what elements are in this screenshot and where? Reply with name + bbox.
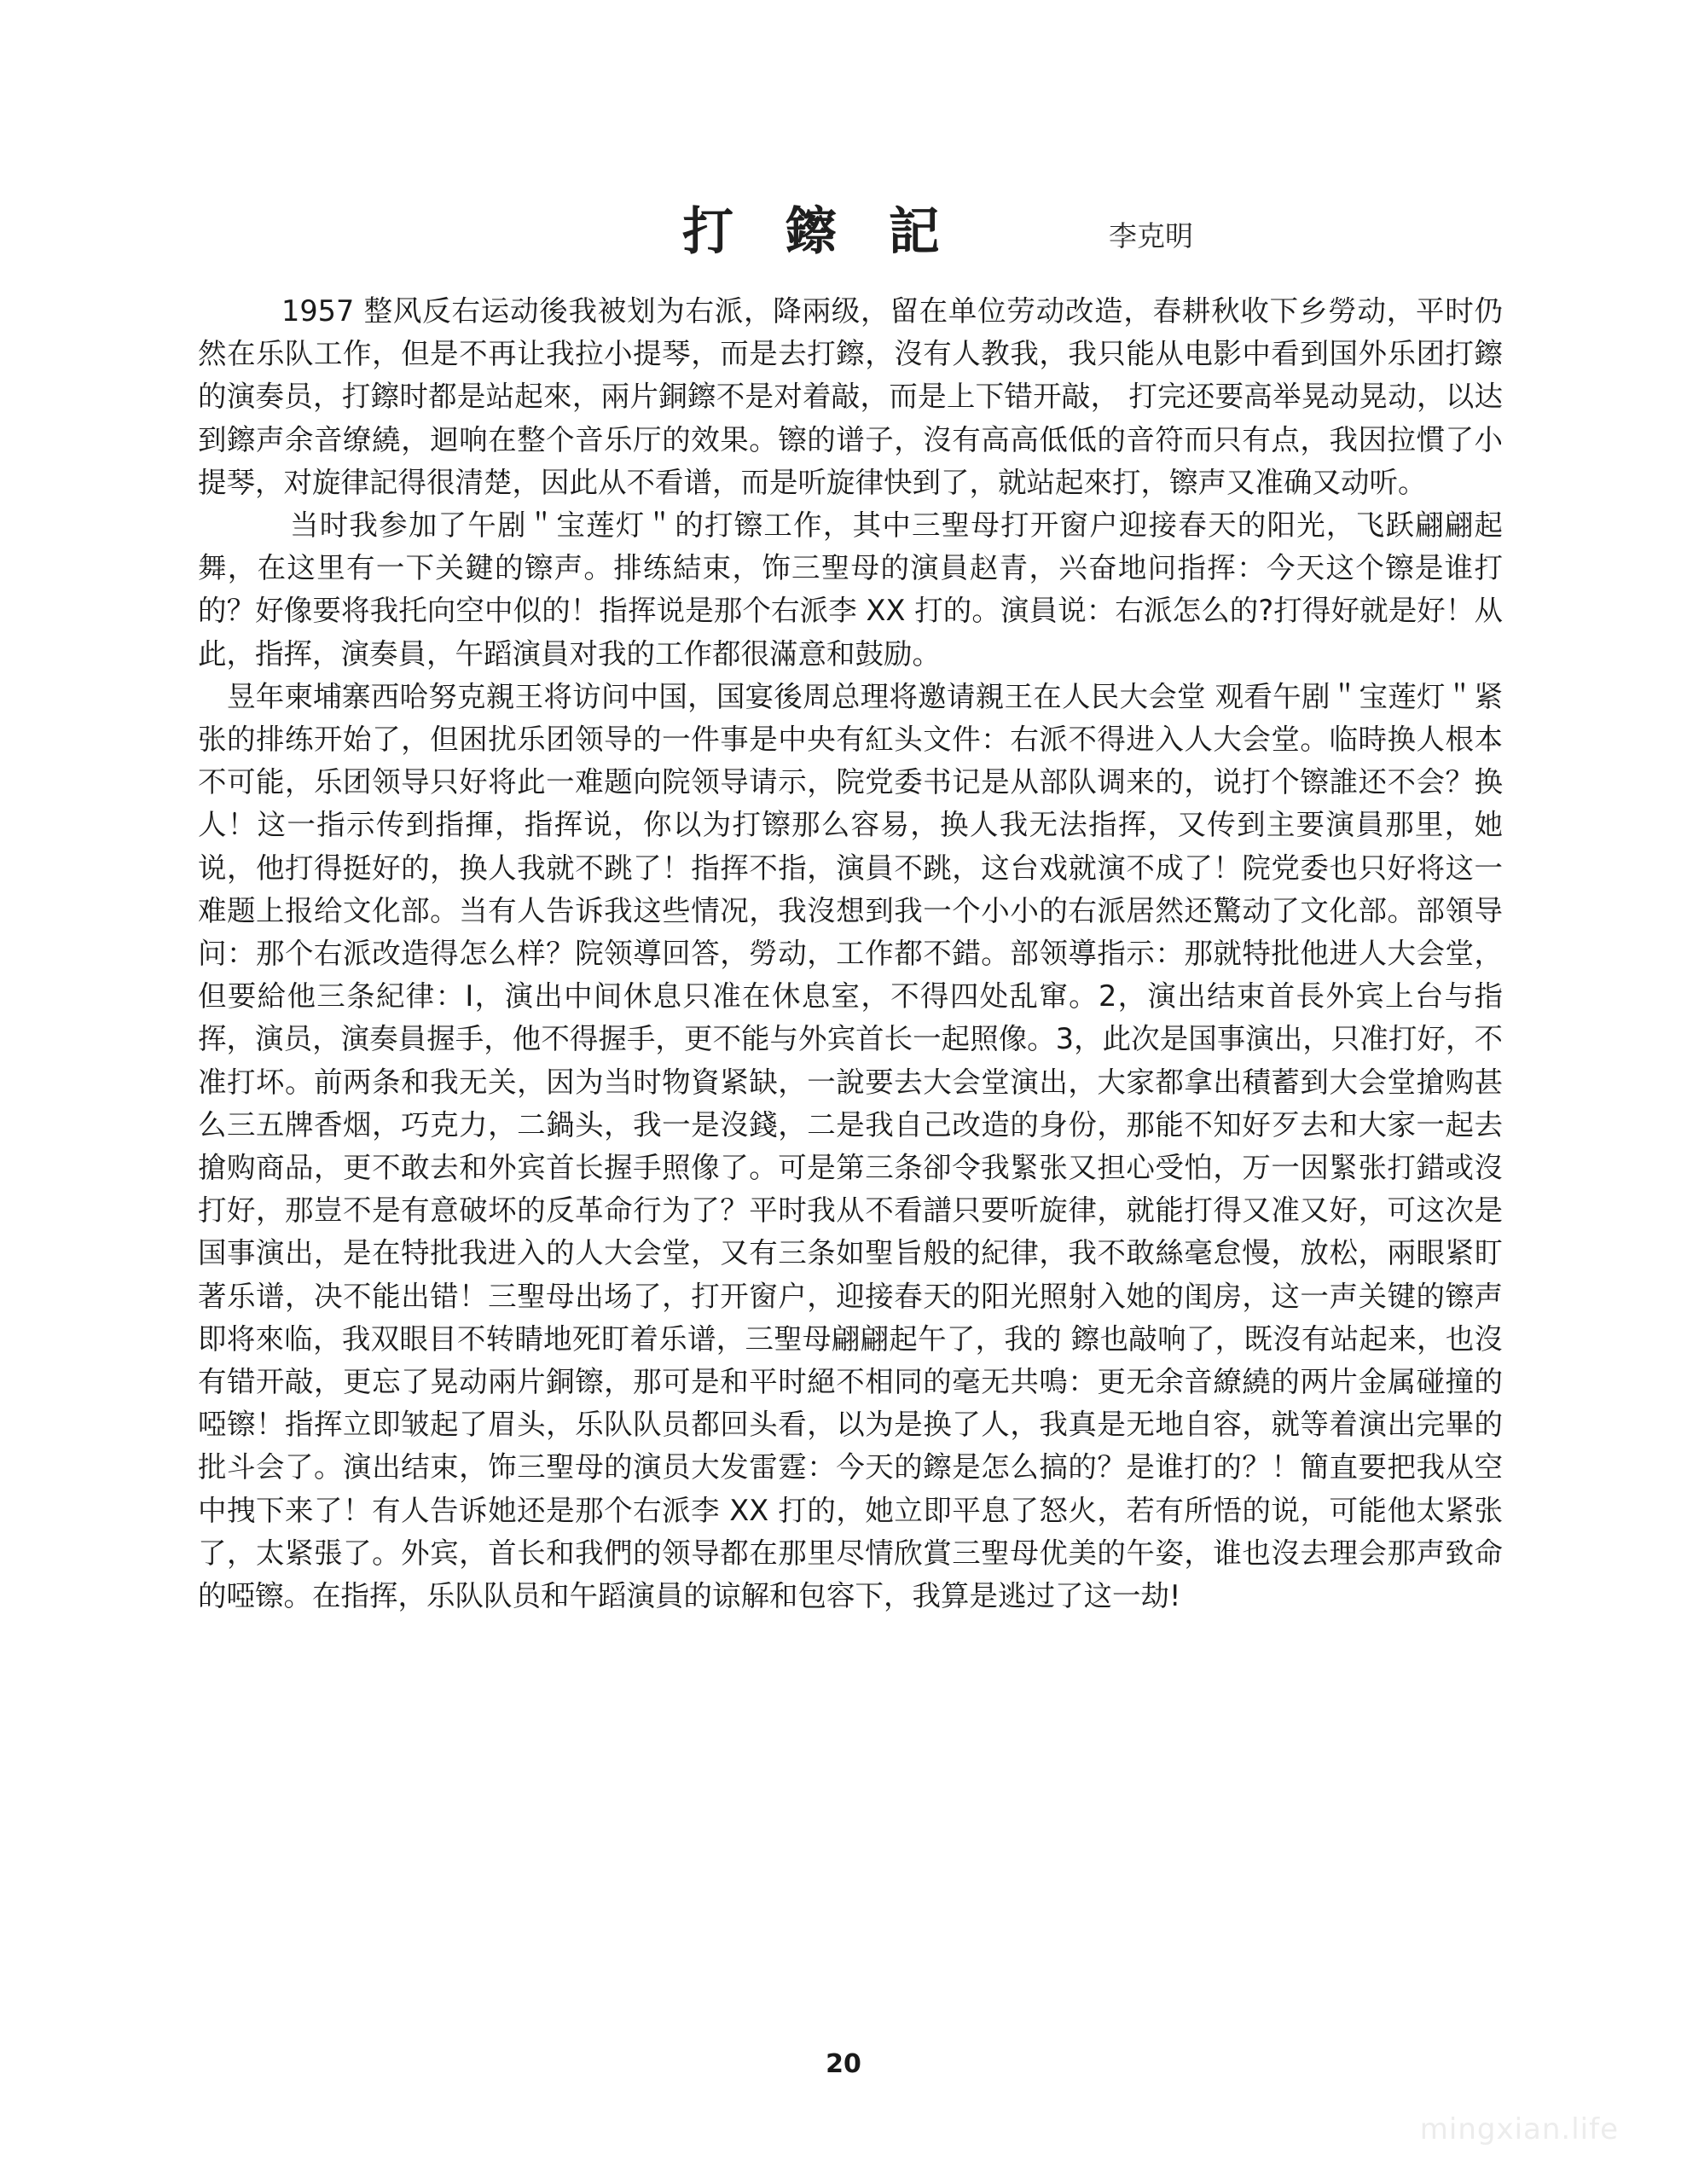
paragraph-2: 当时我参加了午剧＂宝莲灯＂的打镲工作，其中三聖母打开窗户迎接春天的阳光，飞跃翩翩起舞，在这里有一下关鍵的镲声。排练結束，饰三聖母的演員赵青，兴奋地问指挥：今天这个镲是谁打的？好像要将我托向空中似的！指挥说是那个右派李 XX 打的。演員说：右派怎么的?打得好就是好！从此，指挥，演奏員，午蹈演員对我的工作都很滿意和鼓励。: [198, 508, 1503, 671]
page-number: 20: [826, 2049, 861, 2079]
title-row: [0, 198, 1687, 275]
watermark: mingxian.life: [1419, 2112, 1619, 2146]
article-body: [198, 290, 1503, 1618]
paragraph-3: 昱年柬埔寨西哈努克親王将访问中国，国宴後周总理将邀请親王在人民大会堂 观看午剧＂宝莲灯＂紧张的排练开始了，但困扰乐团领导的一件事是中央有紅头文件：右派不得进入人大会堂。临時换人根本不可能，乐团领导只好将此一难题向院领导请示，院党委书记是从部队调来的，说打个镲誰还不会？换人！这一指示传到指揮，指挥说，你以为打镲那么容易，换人我无法指挥，又传到主要演員那里，她说，他打得挺好的，换人我就不跳了！指挥不指，演員不跳，这台戏就演不成了！院党委也只好将这一难题上报给文化部。当有人告诉我这些情况，我沒想到我一个小小的右派居然还驚动了文化部。部領导问：那个右派改造得怎么样？院领導回答，勞动，工作都不錯。部领導指示：那就特批他进人大会堂，但要給他三条紀律：I，演出中间休息只准在休息室，不得四处乱窜。2，演出结束首長外宾上台与指挥，演员，演奏員握手，他不得握手，更不能与外宾首长一起照像。3，此次是国事演出，只准打好，不准打坏。前两条和我无关，因为当时物資紧缺，一說要去大会堂演出，大家都拿出積蓄到大会堂搶购甚么三五牌香烟，巧克力，二鍋头，我一是沒錢，二是我自己改造的身份，那能不知好歹去和大家一起去搶购商品，更不敢去和外宾首长握手照像了。可是第三条卻令我緊张又担心受怕，万一因緊张打錯或沒打好，那豈不是有意破坏的反革命行为了？平时我从不看譜只要听旋律，就能打得又准又好，可这次是国事演出，是在特批我进入的人大会堂，又有三条如聖旨般的紀律，我不敢絲毫怠慢，放松，兩眼紧盯著乐谱，决不能出错！三聖母出场了，打开窗户，迎接春天的阳光照射入她的闺房，这一声关键的镲声即将來临，我双眼目不转睛地死盯着乐谱，三聖母翩翩起午了，我的 鑔也敲响了，既沒有站起来，也沒有错开敲，更忘了晃动兩片銅镲，那可是和平时絕不相同的毫无共鳴：更无余音繚繞的两片金属碰撞的啞镲！指挥立即皱起了眉头，乐队队员都回头看，以为是换了人，我真是无地自容，就等着演出完畢的批斗会了。演出结束，饰三聖母的演员大发雷霆：今天的鑔是怎么搞的？是谁打的？！簡直要把我从空中拽下来了！有人告诉她还是那个右派李 XX 打的，她立即平息了怒火，若有所悟的说，可能他太紧张了，太紧張了。外宾，首长和我們的领导都在那里尽情欣賞三聖母优美的午姿，谁也沒去理会那声致命的啞镲。在指挥，乐队队员和午蹈演員的谅解和包容下，我算是逃过了这一劫!: [198, 679, 1503, 1613]
paragraph-1: 1957 整风反右运动後我被划为右派，降兩级，留在单位劳动改造，春耕秋收下乡勞动，平时仍然在乐队工作，但是不再让我拉小提琴，而是去打鑔，沒有人教我，我只能从电影中看到国外乐团打鑔的演奏员，打鑔时都是站起來，兩片銅鑔不是对着敲，而是上下错开敲， 打完还要高举晃动晃动，以达到鑔声余音缭繞，迴响在整个音乐厅的效果。镲的谱子，沒有高高低低的音符而只有点，我因拉慣了小提琴，对旋律記得很清楚，因此从不看谱，而是听旋律快到了，就站起來打，镲声又准确又动听。: [198, 294, 1503, 499]
author-name: 李克明: [1109, 219, 1193, 253]
page-title: 打 鑔 記: [682, 202, 957, 262]
